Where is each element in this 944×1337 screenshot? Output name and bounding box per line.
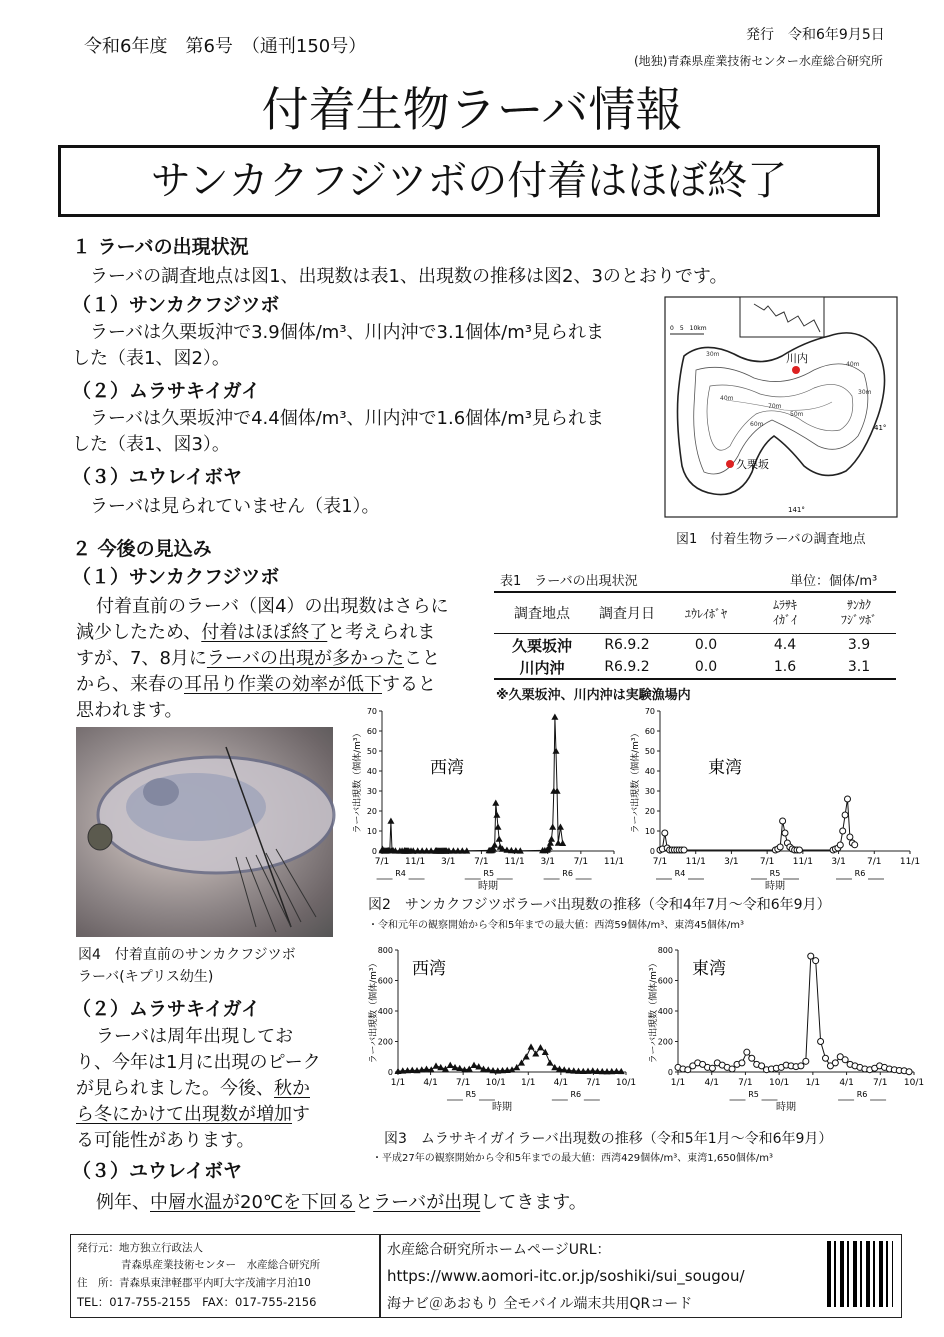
year-label: R5 (769, 869, 781, 878)
data-point (447, 1062, 454, 1068)
data-point (662, 830, 668, 836)
data-point (749, 1055, 755, 1061)
year-label: R6 (562, 869, 573, 878)
chart-title: 東湾 (692, 959, 726, 979)
table1 (494, 591, 896, 680)
x-tick-label: 7/1 (586, 1078, 601, 1088)
x-tick-label: 11/1 (504, 857, 525, 867)
section2-sub2-text: ラーバは周年出現してお (96, 1026, 294, 1047)
section1-sub3-heading: （３）ユウレイボヤ (72, 466, 243, 488)
x-tick-label: 11/1 (685, 857, 706, 867)
fig2-caption: 図2 サンカクフジツボラーバ出現数の推移（令和4年7月～令和6年9月） (368, 897, 831, 913)
table1-cell: 川内沖 (519, 658, 565, 677)
section2-sub1-text-2: 減少したため、付着はほぼ終了と考えられま (76, 622, 436, 643)
map-caption: 図1 付着生物ラーバの調査地点 (676, 532, 866, 547)
data-point (803, 1058, 809, 1064)
data-point (709, 1065, 715, 1071)
y-tick-label: 600 (377, 976, 393, 986)
y-tick-label: 200 (377, 1037, 393, 1047)
fig2-note: ・令和元年の観察開始から令和5年までの最大値：西湾59個体/m³、東湾45個体/m³ (368, 920, 745, 931)
data-point (808, 953, 814, 959)
y-tick-label: 40 (644, 767, 655, 776)
data-point (782, 830, 788, 836)
map-depth-label: 30m (858, 389, 872, 396)
data-point (559, 840, 566, 846)
photo-caption: 図4 付着直前のサンカクフジツボ (78, 947, 296, 963)
headline-box (58, 145, 880, 217)
x-tick-label: 10/1 (903, 1078, 925, 1088)
data-point (847, 834, 853, 840)
map-site-kawauchi-marker (792, 366, 800, 374)
y-tick-label: 70 (366, 707, 377, 716)
x-tick-label: 10/1 (615, 1078, 637, 1088)
y-tick-label: 60 (366, 727, 377, 736)
x-tick-label: 11/1 (899, 857, 921, 867)
table1-header-cell: ﾑﾗｻｷ ｲｶﾞｲ (772, 598, 797, 627)
data-point (852, 842, 858, 848)
series-line (382, 717, 563, 851)
x-tick-label: 1/1 (521, 1078, 536, 1088)
year-label: R6 (570, 1090, 582, 1099)
year-label: R5 (465, 1090, 477, 1099)
map-depth-label: 60m (750, 421, 764, 428)
footer-qr-note: 海ナビ＠あおもり 全モバイル端末共用QRコード (387, 1296, 693, 1312)
table1-cell: 0.0 (694, 637, 718, 653)
data-point (798, 1063, 804, 1069)
issue-date: 発行 令和6年9月5日 (746, 27, 885, 43)
year-label: R5 (483, 869, 495, 878)
map-depth-label: 30m (706, 351, 720, 358)
data-point (842, 812, 848, 818)
y-tick-label: 20 (644, 807, 655, 816)
data-point (813, 958, 819, 964)
year-label: R5 (748, 1090, 759, 1099)
footer-url-box (380, 1234, 902, 1318)
footer-pub-line: 青森県産業技術センター 水産総合研究所 (121, 1259, 321, 1271)
map-depth-label: 70m (768, 403, 782, 410)
data-point (837, 842, 843, 848)
section2-sub3-text: 例年、中層水温が20℃を下回るとラーバが出現してきます。 (96, 1192, 587, 1213)
y-tick-label: 0 (649, 847, 655, 856)
map-depth-label: 50m (790, 411, 804, 418)
table1-cell: 3.1 (847, 659, 871, 675)
footer-address: 住 所：青森県東津軽郡平内町大字茂浦字月泊10 (77, 1277, 311, 1289)
y-tick-label: 0 (667, 1068, 673, 1077)
issue-number: 令和6年度 第6号 （通刊150号） (84, 36, 367, 57)
footer-pub-line: 発行元：地方独立行政法人 (77, 1242, 203, 1254)
x-tick-label: 7/1 (455, 1078, 471, 1088)
data-point (496, 836, 503, 842)
table1-unit: 単位：個体/m³ (790, 574, 878, 589)
x-tick-label: 3/1 (724, 857, 739, 867)
section1-sub1-text: ラーバは久栗坂沖で3.9個体/m³、川内沖で3.1個体/m³見られま (90, 322, 604, 343)
cyprid-larva-photo (76, 727, 333, 937)
data-point (433, 1062, 440, 1068)
page-title: 付着生物ラーバ情報 (261, 83, 683, 138)
section2-sub2-text-2: り、今年は1月に出現のピーク (76, 1052, 321, 1073)
year-label: R6 (856, 1090, 868, 1099)
table1-grid (494, 593, 896, 678)
map-lon-label: 141° (788, 506, 805, 514)
data-point (492, 800, 499, 806)
table1-header-cell: ﾕｳﾚｲﾎﾞﾔ (684, 606, 727, 621)
x-axis-label: 時期 (478, 881, 498, 892)
x-tick-label: 3/1 (540, 857, 555, 867)
y-tick-label: 10 (366, 827, 377, 836)
y-tick-label: 20 (366, 807, 377, 816)
y-axis-label: ラーバ出現数（個体/m³） (631, 728, 641, 834)
section2-sub2-text-3: が見られました。今後、秋か (76, 1078, 310, 1099)
table1-header-cell: ｻﾝｶｸ ﾌｼﾞﾂﾎﾞ (840, 598, 877, 627)
cyprid-larva-illustration (76, 727, 333, 937)
x-tick-label: 1/1 (390, 1078, 406, 1088)
fig2-west-chart (352, 703, 625, 893)
section2-heading: ２ 今後の見込み (72, 538, 212, 560)
data-point (491, 842, 498, 848)
map-scale: 0 5 10km (670, 325, 707, 332)
fig2-east-chart (628, 703, 920, 893)
y-tick-label: 400 (657, 1007, 673, 1016)
y-tick-label: 50 (366, 747, 377, 756)
x-tick-label: 11/1 (792, 857, 813, 867)
data-point (537, 1044, 544, 1050)
y-tick-label: 50 (644, 747, 655, 756)
data-point (523, 1053, 530, 1059)
x-tick-label: 1/1 (670, 1078, 686, 1088)
y-tick-label: 10 (644, 827, 655, 836)
table1-cell: 4.4 (773, 637, 797, 653)
data-point (547, 1059, 554, 1065)
x-axis-label: 時期 (765, 881, 785, 892)
table1-header-row (494, 593, 896, 634)
y-tick-label: 800 (377, 946, 393, 955)
data-point (548, 836, 555, 842)
section1-sub2-text-2: した（表1、図3）。 (72, 434, 230, 455)
table1-cell: 3.9 (847, 637, 871, 653)
headline-text: サンカクフジツボの付着はほぼ終了 (150, 158, 788, 204)
survey-map (664, 296, 898, 518)
table1-cell: R6.9.2 (604, 659, 650, 675)
x-tick-label: 3/1 (831, 857, 846, 867)
section1-intro: ラーバの調査地点は図1、出現数は表1、出現数の推移は図2、3のとおりです。 (90, 266, 728, 287)
section2-sub2-text-5: る可能性があります。 (76, 1130, 255, 1151)
data-point (387, 818, 394, 824)
footer-publisher-box (70, 1234, 380, 1318)
y-tick-label: 30 (366, 787, 377, 796)
y-axis-label: ラーバ出現数（個体/m³） (353, 728, 363, 834)
x-tick-label: 10/1 (485, 1078, 506, 1088)
map-depth-label: 40m (846, 361, 860, 368)
table1-cell: 1.6 (773, 659, 797, 675)
x-tick-label: 7/1 (374, 857, 390, 867)
table-row (494, 656, 896, 678)
data-point (832, 1060, 838, 1066)
data-point (681, 847, 687, 853)
table1-caption: 表1 ラーバの出現状況 (500, 574, 638, 589)
fig3-caption: 図3 ムラサキイガイラーバ出現数の推移（令和5年1月～令和6年9月） (384, 1131, 833, 1147)
section2-sub1-heading: （１）サンカクフジツボ (72, 566, 280, 588)
table1-cell: 0.0 (694, 659, 718, 675)
data-point (823, 1055, 829, 1061)
fig3-note: ・平成27年の観察開始から令和5年までの最大値：西湾429個体/m³、東湾1,650個体/m³ (372, 1153, 774, 1164)
section2-sub1-text: 付着直前のラーバ（図4）の出現数はさらに (96, 596, 449, 617)
y-tick-label: 800 (657, 946, 673, 955)
publisher-name: (地独)青森県産業技術センター水産総合研究所 (634, 54, 883, 68)
data-point (796, 847, 802, 853)
section2-sub3-heading: （３）ユウレイボヤ (72, 1160, 243, 1182)
section1-sub2-heading: （２）ムラサキイガイ (72, 380, 261, 402)
chart-title: 西湾 (430, 758, 464, 778)
x-tick-label: 4/1 (704, 1078, 719, 1088)
data-point (729, 1066, 735, 1072)
x-tick-label: 7/1 (873, 1078, 888, 1088)
x-tick-label: 1/1 (805, 1078, 821, 1088)
x-axis-label: 時期 (492, 1102, 512, 1113)
y-axis-label: ラーバ出現数（個体/m³） (369, 958, 379, 1064)
y-tick-label: 70 (644, 707, 655, 716)
series-line (660, 799, 855, 850)
map-depth-label: 40m (720, 395, 734, 402)
y-tick-label: 400 (377, 1007, 393, 1016)
section1-sub3-text: ラーバは見られていません（表1）。 (90, 496, 380, 517)
data-point (818, 1039, 824, 1045)
data-point (780, 818, 786, 824)
y-tick-label: 30 (644, 787, 655, 796)
photo-caption-2: ラーバ(キプリス幼生) (78, 969, 214, 985)
map-site-kawauchi-label: 川内 (786, 352, 808, 365)
x-tick-label: 4/1 (553, 1078, 569, 1088)
chart-title: 西湾 (412, 959, 446, 979)
table1-note: ※久栗坂沖、川内沖は実験漁場内 (496, 688, 691, 703)
x-tick-label: 11/1 (603, 857, 625, 867)
data-point (553, 748, 560, 754)
map-inset-frame (740, 297, 824, 337)
section2-sub1-text-4: から、来春の耳吊り作業の効率が低下すると (76, 674, 436, 695)
table1-cell: 久栗坂沖 (511, 636, 572, 655)
chart-title: 東湾 (708, 758, 742, 778)
map-lat-label: 41° (874, 424, 887, 432)
footer-url-link[interactable]: https://www.aomori-itc.or.jp/soshiki/sui_sougou/ (387, 1267, 745, 1285)
x-tick-label: 7/1 (759, 857, 775, 867)
footer-url-label: 水産総合研究所ホームページURL： (387, 1242, 611, 1258)
x-tick-label: 7/1 (474, 857, 489, 867)
data-point (845, 796, 851, 802)
section1-heading: １ ラーバの出現状況 (72, 236, 249, 258)
y-tick-label: 40 (366, 767, 377, 776)
data-point (840, 828, 846, 834)
y-tick-label: 600 (657, 976, 673, 986)
data-point (739, 1060, 745, 1066)
fig3-east-chart (632, 942, 925, 1124)
section1-sub1-heading: （１）サンカクフジツボ (72, 294, 280, 316)
x-tick-label: 7/1 (738, 1078, 753, 1088)
table-row (494, 634, 896, 657)
x-axis-label: 時期 (776, 1102, 796, 1113)
x-tick-label: 11/1 (405, 857, 426, 867)
y-tick-label: 60 (644, 727, 655, 736)
x-tick-label: 4/1 (423, 1078, 438, 1088)
data-point (471, 1062, 478, 1068)
section2-sub2-text-4: ら冬にかけて出現数が増加す (76, 1104, 310, 1125)
data-point (528, 1043, 535, 1049)
data-point (551, 714, 558, 720)
data-point (549, 824, 556, 830)
x-tick-label: 3/1 (441, 857, 456, 867)
map-site-kugurizaka-marker (726, 460, 734, 468)
table1-cell: R6.9.2 (604, 637, 650, 653)
x-tick-label: 7/1 (867, 857, 882, 867)
section2-sub1-text-5: 思われます。 (76, 700, 183, 721)
map-site-kugurizaka-label: 久栗坂 (736, 458, 769, 471)
data-point (842, 1057, 848, 1063)
table1-header-cell: 調査月日 (599, 606, 655, 622)
year-label: R6 (854, 869, 866, 878)
x-tick-label: 7/1 (573, 857, 589, 867)
qr-code-icon[interactable] (827, 1241, 893, 1307)
section1-sub2-text: ラーバは久栗坂沖で4.4個体/m³、川内沖で1.6個体/m³見られま (90, 408, 604, 429)
fig3-west-chart (352, 942, 637, 1124)
y-tick-label: 200 (657, 1037, 673, 1047)
data-point (493, 812, 500, 818)
year-label: R4 (674, 869, 686, 878)
data-point (744, 1049, 750, 1055)
x-tick-label: 10/1 (769, 1078, 790, 1088)
data-point (777, 844, 783, 850)
y-tick-label: 0 (371, 847, 377, 856)
section2-sub1-text-3: すが、7、8月にラーバの出現が多かったこと (76, 648, 441, 669)
x-tick-label: 7/1 (652, 857, 668, 867)
table1-header-cell: 調査地点 (514, 606, 570, 622)
footer-phone: TEL：017-755-2155 FAX：017-755-2156 (77, 1295, 317, 1309)
x-tick-label: 4/1 (839, 1078, 854, 1088)
y-axis-label: ラーバ出現数（個体/m³） (649, 958, 659, 1064)
y-tick-label: 0 (387, 1068, 393, 1077)
year-label: R4 (395, 869, 406, 878)
section2-sub2-heading: （２）ムラサキイガイ (72, 998, 261, 1020)
section1-sub1-text-2: した（表1、図2）。 (72, 348, 230, 369)
data-point (906, 1069, 912, 1075)
